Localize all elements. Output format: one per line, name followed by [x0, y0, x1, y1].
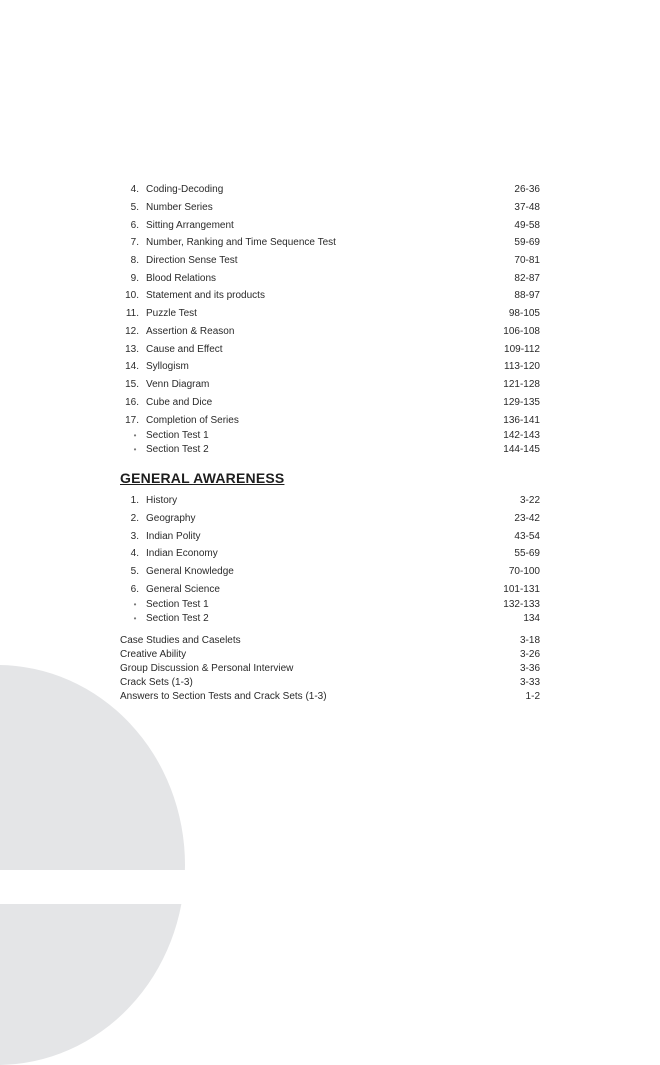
- item-title: Sitting Arrangement: [146, 220, 234, 231]
- item-pages: 142-143: [503, 430, 540, 441]
- item-title: Creative Ability: [120, 649, 187, 660]
- item-title: General Science: [146, 584, 220, 595]
- item-pages: 82-87: [514, 273, 540, 284]
- item-title: Venn Diagram: [146, 379, 210, 390]
- toc-row[interactable]: [120, 342, 540, 358]
- item-title: Statement and its products: [146, 290, 265, 301]
- item-number: 4.: [130, 548, 139, 559]
- item-pages: 70-81: [514, 255, 540, 266]
- toc-row[interactable]: [120, 182, 540, 198]
- toc-row[interactable]: [120, 413, 540, 429]
- item-title: Puzzle Test: [146, 308, 197, 319]
- toc-row[interactable]: [120, 511, 540, 527]
- toc-row-section-test[interactable]: [120, 442, 540, 458]
- item-title: Crack Sets (1-3): [120, 677, 193, 688]
- item-number: 8.: [130, 255, 139, 266]
- toc-row[interactable]: [120, 235, 540, 251]
- item-number: 17.: [125, 415, 139, 426]
- item-pages: 109-112: [504, 344, 540, 355]
- toc-row[interactable]: [120, 271, 540, 287]
- toc-row[interactable]: [120, 218, 540, 234]
- item-title: Section Test 1: [146, 430, 209, 441]
- toc-row[interactable]: [120, 529, 540, 545]
- item-pages: 106-108: [503, 326, 540, 337]
- bullet-icon: •: [133, 600, 137, 609]
- item-pages: 98-105: [508, 308, 540, 319]
- item-title: Number, Ranking and Time Sequence Test: [146, 237, 336, 248]
- item-number: 11.: [125, 308, 139, 319]
- item-number: 5.: [130, 566, 139, 577]
- item-title: History: [146, 495, 178, 506]
- item-title: Blood Relations: [146, 273, 217, 284]
- decorative-circle: [0, 665, 185, 1065]
- item-title: Cube and Dice: [146, 397, 213, 408]
- item-pages: 49-58: [514, 220, 540, 231]
- toc-row-appendix[interactable]: [120, 689, 540, 705]
- item-pages: 59-69: [514, 237, 540, 248]
- item-number: 3.: [130, 531, 139, 542]
- item-number: 15.: [125, 379, 139, 390]
- toc-row-section-test[interactable]: [120, 611, 540, 627]
- item-title: Geography: [146, 513, 196, 524]
- item-pages: 3-22: [519, 495, 540, 506]
- item-title: Cause and Effect: [146, 344, 223, 355]
- item-pages: 132-133: [503, 599, 540, 610]
- item-title: Case Studies and Caselets: [120, 635, 241, 646]
- item-pages: 144-145: [503, 444, 540, 455]
- item-pages: 55-69: [514, 548, 540, 559]
- item-pages: 3-33: [519, 677, 540, 688]
- item-pages: 26-36: [514, 184, 540, 195]
- item-number: 9.: [130, 273, 139, 284]
- item-title: General Knowledge: [146, 566, 234, 577]
- item-pages: 37-48: [514, 202, 540, 213]
- item-number: 4.: [130, 184, 139, 195]
- item-pages: 43-54: [514, 531, 540, 542]
- item-title: Number Series: [146, 202, 213, 213]
- item-number: 2.: [130, 513, 139, 524]
- toc-row[interactable]: [120, 377, 540, 393]
- item-number: 16.: [125, 397, 139, 408]
- item-pages: 1-2: [525, 691, 540, 702]
- toc-row[interactable]: [120, 564, 540, 580]
- item-pages: 23-42: [514, 513, 540, 524]
- toc-row[interactable]: [120, 493, 540, 509]
- item-title: Section Test 2: [146, 444, 209, 455]
- toc-row[interactable]: [120, 288, 540, 304]
- item-title: Coding-Decoding: [146, 184, 224, 195]
- toc-row[interactable]: [120, 546, 540, 562]
- item-number: 12.: [125, 326, 139, 337]
- page-bottom-margin: [0, 870, 660, 904]
- item-title: Answers to Section Tests and Crack Sets (1-3): [120, 691, 327, 702]
- item-title: Group Discussion & Personal Interview: [120, 663, 294, 674]
- toc-row[interactable]: [120, 200, 540, 216]
- item-number: 10.: [125, 290, 139, 301]
- item-pages: 88-97: [514, 290, 540, 301]
- toc-row[interactable]: [120, 306, 540, 322]
- item-title: Direction Sense Test: [146, 255, 238, 266]
- item-pages: 121-128: [503, 379, 540, 390]
- toc-row[interactable]: [120, 324, 540, 340]
- item-pages: 3-18: [519, 635, 540, 646]
- item-pages: 129-135: [503, 397, 540, 408]
- item-number: 5.: [130, 202, 139, 213]
- item-number: 7.: [130, 237, 139, 248]
- item-number: 6.: [130, 584, 139, 595]
- item-title: Completion of Series: [146, 415, 239, 426]
- item-number: 14.: [125, 361, 139, 372]
- toc-row[interactable]: [120, 359, 540, 375]
- item-title: Section Test 2: [146, 613, 209, 624]
- item-title: Assertion & Reason: [146, 326, 235, 337]
- toc-row[interactable]: [120, 395, 540, 411]
- item-pages: 70-100: [508, 566, 540, 577]
- toc-row[interactable]: [120, 253, 540, 269]
- item-title: Syllogism: [146, 361, 189, 372]
- bullet-icon: •: [133, 431, 137, 440]
- toc-row[interactable]: [120, 582, 540, 598]
- item-pages: 101-131: [503, 584, 540, 595]
- bullet-icon: •: [133, 614, 137, 623]
- item-title: Indian Economy: [146, 548, 218, 559]
- item-pages: 134: [523, 613, 540, 624]
- item-pages: 3-36: [519, 663, 540, 674]
- item-title: Indian Polity: [146, 531, 201, 542]
- section-heading: GENERAL AWARENESS: [120, 470, 285, 486]
- item-number: 13.: [125, 344, 139, 355]
- bullet-icon: •: [133, 445, 137, 454]
- item-pages: 136-141: [503, 415, 540, 426]
- item-title: Section Test 1: [146, 599, 209, 610]
- item-number: 6.: [130, 220, 139, 231]
- item-number: 1.: [130, 495, 139, 506]
- item-pages: 3-26: [519, 649, 540, 660]
- item-pages: 113-120: [504, 361, 540, 372]
